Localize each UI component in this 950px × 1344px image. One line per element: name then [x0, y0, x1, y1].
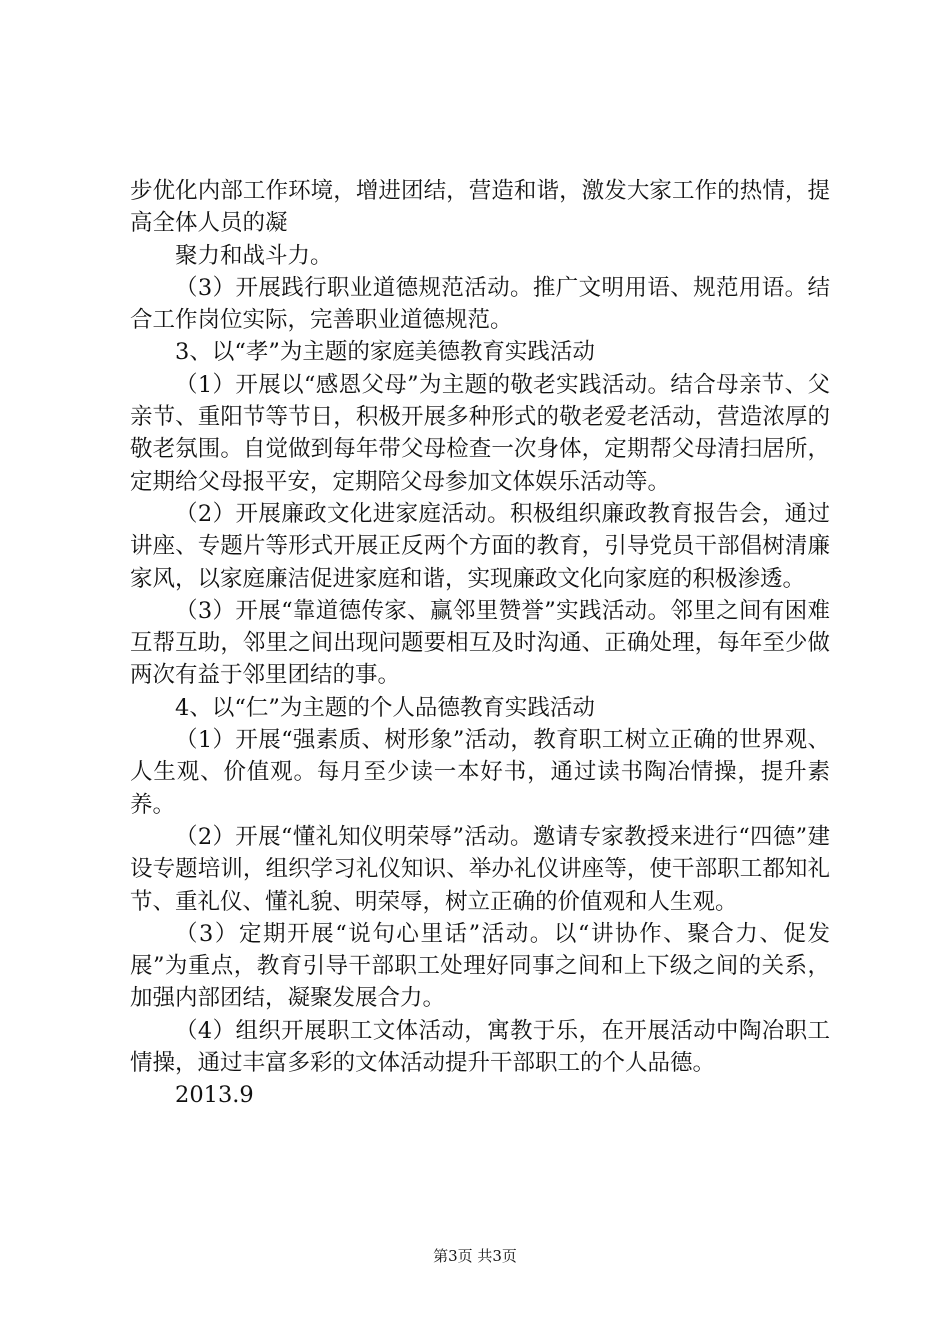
paragraph-item: （3）开展“靠道德传家、赢邻里赞誉”实践活动。邻里之间有困难互帮互助，邻里之间出现问题要相互及时沟通、正确处理，每年至少做两次有益于邻里团结的事。: [130, 597, 830, 689]
paragraph-item: （3）定期开展“说句心里话”活动。以“讲协作、聚合力、促发展”为重点，教育引导干部职工处理好同事之间和上下级之间的关系，加强内部团结，凝聚发展合力。: [130, 920, 830, 1012]
paragraph-item: （1）开展“强素质、树形象”活动，教育职工树立正确的世界观、人生观、价值观。每月至少读一本好书，通过读书陶冶情操，提升素养。: [130, 727, 830, 818]
section-heading: 3、以“孝”为主题的家庭美德教育实践活动: [175, 339, 595, 366]
paragraph-continuation: 步优化内部工作环境，增进团结，营造和谐，激发大家工作的热情，提高全体人员的凝: [130, 178, 830, 237]
paragraph-item: （4）组织开展职工文体活动，寓教于乐，在开展活动中陶冶职工情操，通过丰富多彩的文体活动提升干部职工的个人品德。: [130, 1017, 830, 1077]
page-number-footer: 第3页 共3页: [433, 1247, 517, 1265]
paragraph-item: （3）开展践行职业道德规范活动。推广文明用语、规范用语。结合工作岗位实际，完善职业道德规范。: [130, 274, 830, 334]
paragraph-item: （1）开展以“感恩父母”为主题的敬老实践活动。结合母亲节、父亲节、重阳节等节日，积极开展多种形式的敬老爱老活动，营造浓厚的敬老氛围。自觉做到每年带父母检查一次身体，定期帮父母清扫居所，定期给父母报平安，定期陪父母参加文体娱乐活动等。: [130, 371, 830, 495]
section-heading: 4、以“仁”为主题的个人品德教育实践活动: [175, 694, 595, 721]
paragraph-continuation-tail: 聚力和战斗力。: [175, 242, 333, 269]
paragraph-item: （2）开展“懂礼知仪明荣辱”活动。邀请专家教授来进行“四德”建设专题培训，组织学习礼仪知识、举办礼仪讲座等，使干部职工都知礼节、重礼仪、懂礼貌、明荣辱，树立正确的价值观和人生观。: [130, 823, 830, 915]
document-body: [130, 175, 830, 1112]
document-date: 2013.9: [175, 1082, 254, 1109]
paragraph-item: （2）开展廉政文化进家庭活动。积极组织廉政教育报告会，通过讲座、专题片等形式开展正反两个方面的教育，引导党员干部倡树清廉家风，以家庭廉洁促进家庭和谐，实现廉政文化向家庭的积极渗透。: [130, 500, 830, 592]
